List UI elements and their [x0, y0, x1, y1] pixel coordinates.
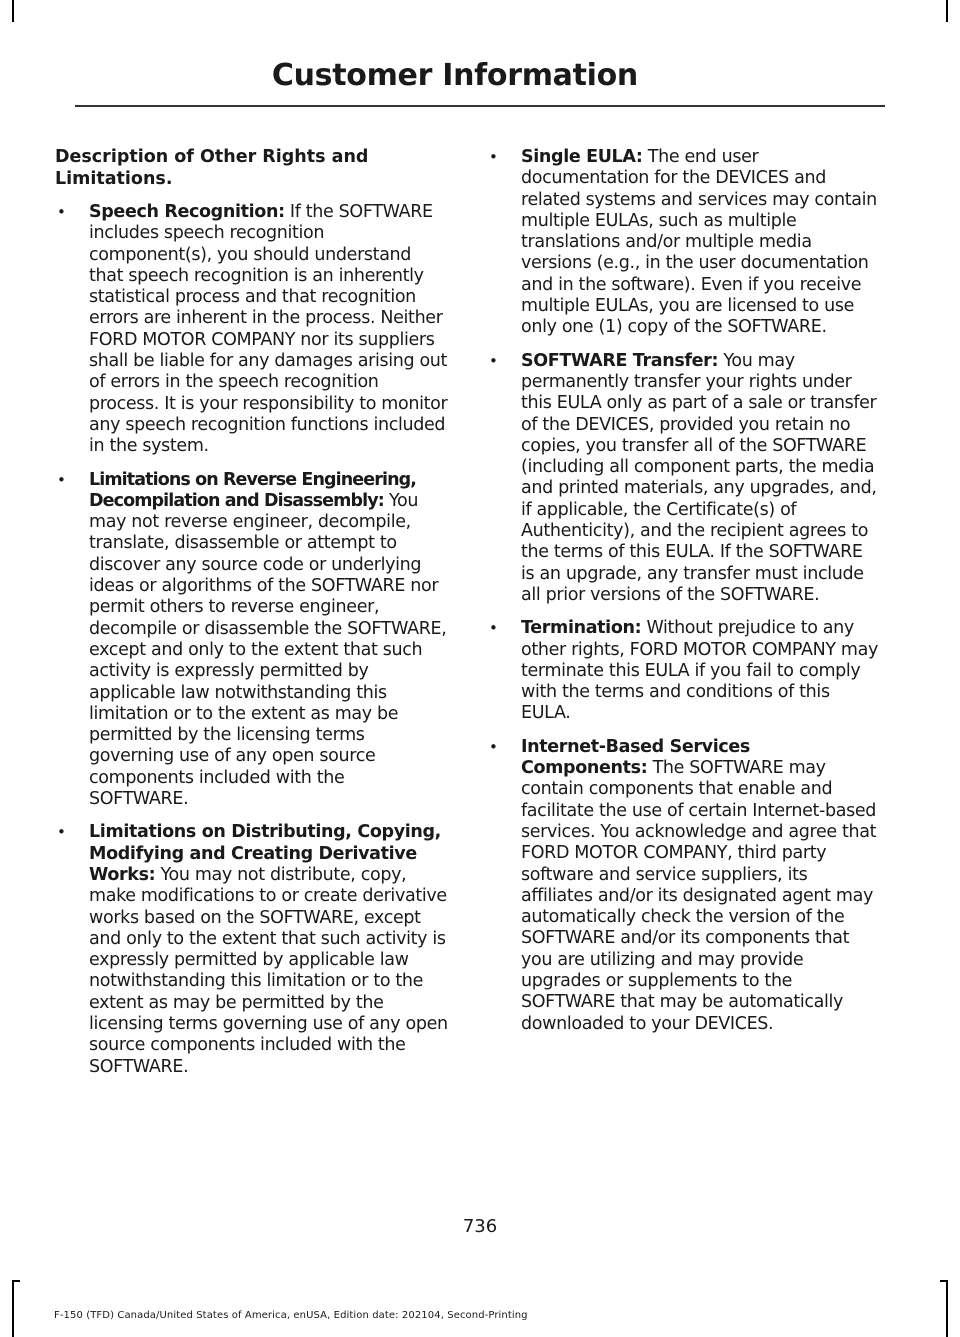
bullet: •	[57, 823, 66, 842]
list-item-reverse-engineering	[55, 470, 448, 811]
left-item-list	[55, 202, 448, 1078]
item-term: Single EULA:	[521, 147, 643, 167]
section-heading: Description of Other Rights and Limitations.	[55, 147, 369, 189]
item-text: If the SOFTWARE includes speech recognition component(s), you should understand that speech recognition is an inherently statistical process and that recognition errors are inherent in the process. Neither FORD MOTOR COMPANY nor its suppliers shall be liable for any damages arising out of errors in the speech recognition process. It is your responsibility to monitor any speech recognition functions included in the system.	[89, 202, 448, 457]
item-term: SOFTWARE Transfer:	[521, 350, 719, 371]
crop-mark-bottom-left-h	[12, 1280, 20, 1282]
bullet: •	[489, 148, 498, 166]
crop-mark-bottom-left	[12, 1280, 14, 1337]
list-item-single-eula	[487, 147, 880, 339]
crop-mark-bottom-right-h	[940, 1280, 948, 1282]
item-text: You may permanently transfer your rights under this EULA only as part of a sale or transfer of the DEVICES, provided you retain no copies, you transfer all of the SOFTWARE (including all component parts, the media and printed materials, any upgrades, and, if applicable, the Certificate(s) of Authenticity), and the recipient agrees to the terms of this EULA. If the SOFTWARE is an upgrade, any transfer must include all prior versions of the SOFTWARE.	[521, 350, 877, 605]
page-number: 736	[462, 1216, 498, 1237]
list-item-internet-services	[487, 737, 880, 1035]
item-text: The SOFTWARE may contain components that enable and facilitate the use of certain Internet-based services. You acknowledge and agree that FORD MOTOR COMPANY, third party software and service suppliers, its affiliates and/or its designated agent may automatically check the version of the SOFTWARE and/or its components that you are utilizing and may provide upgrades or supplements to the SOFTWARE that may be automatically downloaded to your DEVICES.	[521, 758, 877, 1034]
item-term: Limitations on Distributing, Copying, Modifying and Creating Derivative Works:	[89, 822, 441, 885]
item-text: You may not distribute, copy, make modifications to or create derivative works based on the SOFTWARE, except and only to the extent that such activity is expressly permitted by applicable law notwithstanding this limitation or to the extent as may be permitted by the licensing terms governing use of any open source components included with the SOFTWARE.	[89, 864, 448, 1077]
crop-mark-top-left	[12, 0, 14, 22]
header-rule	[75, 105, 885, 107]
bullet: •	[57, 470, 66, 489]
list-item-termination	[487, 618, 880, 724]
list-item-speech-recognition	[55, 202, 448, 458]
crop-mark-top-right	[946, 0, 948, 22]
item-text: You may not reverse engineer, decompile, translate, disassemble or attempt to discover any source code or underlying ideas or algorithms of the SOFTWARE nor permit others to reverse engineer, decompile or disassemble the SOFTWARE, except and only to the extent that such activity is expressly permitted by applicable law notwithstanding this limitation or to the extent as may be permitted by the licensing terms governing use of any open source components included with the SOFTWARE.	[89, 490, 447, 810]
item-term: Speech Recognition:	[89, 202, 285, 222]
item-text: Without prejudice to any other rights, FORD MOTOR COMPANY may terminate this EULA if you fail to comply with the terms and conditions of this EULA.	[521, 618, 879, 724]
item-term: Limitations on Reverse Engineering, Decompilation and Disassembly:	[89, 469, 417, 511]
list-item-software-transfer	[487, 351, 880, 607]
bullet: •	[489, 737, 498, 756]
page-title: Customer Information	[271, 58, 638, 93]
list-item-distributing	[55, 822, 448, 1078]
item-text: The end user documentation for the DEVICES and related systems and services may contain multiple EULAs, such as multiple translations and/or multiple media versions (e.g., in the user documentation and in the software). Even if you receive multiple EULAs, you are licensed to use only one (1) copy of the SOFTWARE.	[521, 147, 877, 338]
footer-edition: F-150 (TFD) Canada/United States of America, enUSA, Edition date: 202104, Second-Printing	[54, 1310, 528, 1321]
right-column	[487, 147, 880, 1047]
bullet: •	[489, 351, 498, 370]
bullet: •	[489, 619, 498, 638]
item-term: Internet-Based Services Components:	[521, 736, 750, 779]
right-item-list	[487, 147, 880, 1035]
crop-mark-bottom-right	[946, 1280, 948, 1337]
left-column	[55, 147, 448, 1090]
bullet: •	[57, 203, 66, 221]
item-term: Termination:	[521, 618, 642, 639]
